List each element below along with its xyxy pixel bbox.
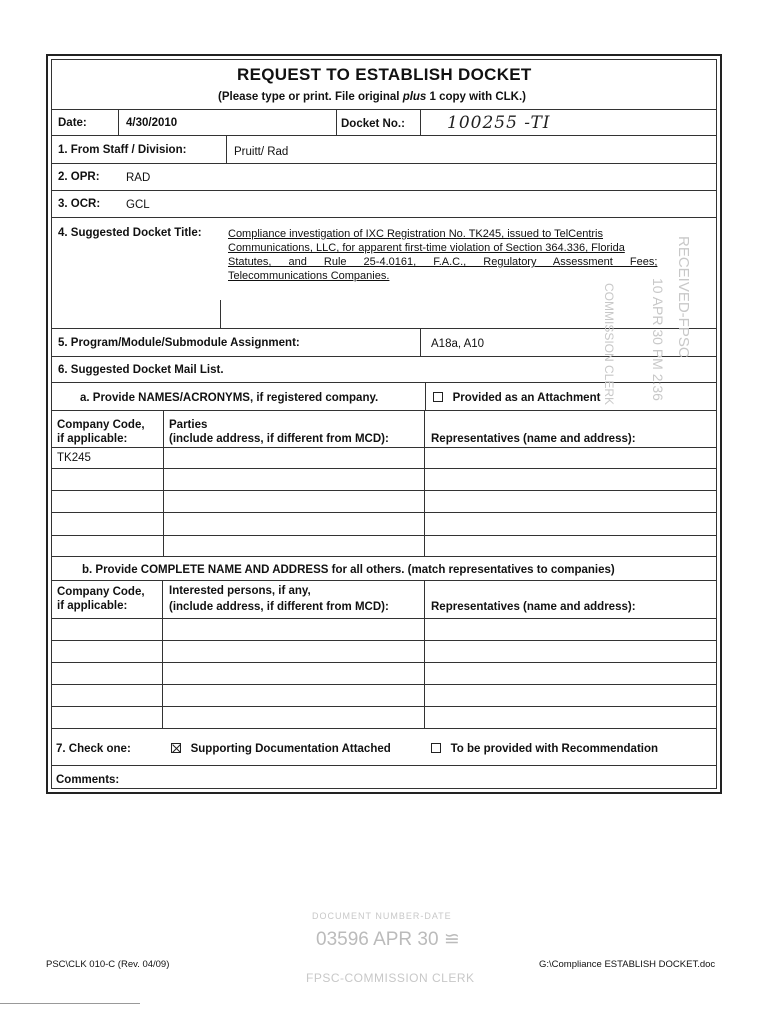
document-number-label: DOCUMENT NUMBER-DATE: [312, 911, 452, 921]
supporting-docs-option[interactable]: Supporting Documentation Attached: [171, 742, 391, 756]
docket-title-label: 4. Suggested Docket Title:: [58, 227, 202, 239]
table-row-line: [51, 512, 717, 513]
divider: [51, 765, 717, 766]
docket-label: Docket No.:: [341, 118, 405, 130]
table-row-line: [51, 490, 717, 491]
representatives-header: Representatives (name and address):: [431, 601, 636, 613]
section-a-heading: a. Provide NAMES/ACRONYMS, if registered company.: [80, 392, 379, 404]
divider: [226, 135, 227, 163]
table-row-line: [51, 640, 717, 641]
company-code-header: if applicable:: [57, 433, 128, 445]
ocr-label: 3. OCR:: [58, 198, 101, 210]
opr-label: 2. OPR:: [58, 171, 100, 183]
divider: [51, 410, 717, 411]
divider: [51, 190, 717, 191]
program-label: 5. Program/Module/Submodule Assignment:: [58, 337, 300, 349]
recommendation-option[interactable]: To be provided with Recommendation: [431, 742, 658, 756]
docket-title-line: Telecommunications Companies.: [228, 270, 390, 282]
form-code-footer: PSC\CLK 010-C (Rev. 04/09): [46, 959, 170, 970]
divider: [220, 300, 221, 328]
received-date-stamp: 10 APR 30 PM 2:36: [650, 278, 666, 401]
form-subtitle: (Please type or print. File original plus 1 copy with CLK.): [218, 91, 526, 103]
ocr-value: GCL: [126, 199, 150, 211]
mail-list-label: 6. Suggested Docket Mail List.: [58, 364, 224, 376]
comments-label: Comments:: [56, 774, 120, 786]
interested-persons-header: (include address, if different from MCD):: [169, 601, 389, 613]
check-one-label: 7. Check one:: [56, 743, 131, 755]
table-row-line: [51, 662, 717, 663]
docket-title-line: Communications, LLC, for apparent first-time violation of Section 364.336, Florida: [228, 242, 625, 254]
docket-number: 100255 -TI: [447, 113, 551, 133]
table-row-line: [51, 447, 717, 448]
divider: [425, 382, 426, 410]
divider: [51, 580, 717, 581]
divider: [51, 356, 717, 357]
form-title: REQUEST TO ESTABLISH DOCKET: [237, 65, 532, 84]
table-row-line: [51, 618, 717, 619]
attachment-checkbox[interactable]: [433, 392, 443, 402]
divider: [51, 728, 717, 729]
table-row-line: [51, 684, 717, 685]
divider: [51, 109, 717, 110]
date-value: 4/30/2010: [126, 117, 178, 129]
table-row-line: [51, 468, 717, 469]
file-path-footer: G:\Compliance ESTABLISH DOCKET.doc: [539, 959, 716, 970]
document-number: 03596 APR 30 ≌: [316, 929, 460, 950]
representatives-header: Representatives (name and address):: [431, 433, 636, 445]
commission-clerk-stamp: COMMISSION CLERK: [602, 283, 616, 406]
section-b-heading: b. Provide COMPLETE NAME AND ADDRESS for all others. (match representatives to companies): [82, 564, 615, 576]
program-value: A18a, A10: [431, 338, 485, 350]
recommendation-checkbox[interactable]: [431, 743, 441, 753]
from-label: 1. From Staff / Division:: [58, 144, 187, 156]
interested-persons-header: Interested persons, if any,: [169, 585, 311, 597]
parties-header: Parties: [169, 419, 208, 431]
docket-title-line: Statutes, and Rule 25-4.0161, F.A.C., Regulatory Assessment Fees;: [228, 256, 658, 268]
from-value: Pruitt/ Rad: [234, 146, 289, 158]
attachment-option[interactable]: Provided as an Attachment: [433, 391, 600, 405]
divider: [420, 328, 421, 356]
company-code-header: if applicable:: [57, 600, 128, 612]
divider: [51, 328, 717, 329]
docket-title-line: Compliance investigation of IXC Registration No. TK245, issued to TelCentris: [228, 228, 604, 240]
fpsc-clerk-stamp: FPSC-COMMISSION CLERK: [306, 971, 475, 985]
company-code-header: Company Code,: [57, 586, 145, 598]
form-inner-border: [51, 59, 717, 789]
table-row-line: [51, 706, 717, 707]
divider: [51, 217, 717, 218]
parties-header: (include address, if different from MCD):: [169, 433, 389, 445]
supporting-docs-checkbox[interactable]: [171, 743, 181, 753]
received-stamp: RECEIVED-FPSC: [675, 236, 692, 358]
divider: [336, 109, 337, 135]
opr-value: RAD: [126, 172, 151, 184]
divider: [420, 109, 421, 135]
divider: [51, 556, 717, 557]
divider: [118, 109, 119, 135]
company-code-cell: TK245: [57, 452, 91, 464]
date-label: Date:: [58, 117, 87, 129]
bottom-edge-line: [0, 1003, 140, 1004]
company-code-header: Company Code,: [57, 419, 145, 431]
table-row-line: [51, 535, 717, 536]
divider: [51, 163, 717, 164]
divider: [51, 135, 717, 136]
divider: [51, 382, 717, 383]
